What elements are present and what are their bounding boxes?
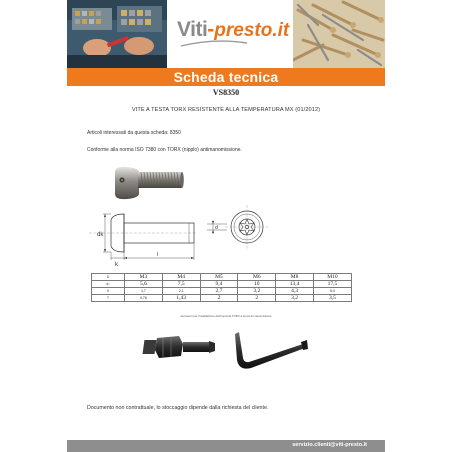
- product-code: VS8350: [212, 88, 240, 97]
- table-cell: M10: [313, 274, 351, 281]
- table-row: [92, 288, 352, 295]
- torx-bit-icon: [143, 336, 215, 358]
- footer-bar: [67, 440, 385, 452]
- table-cell: 5,4: [313, 288, 351, 295]
- logo-text-viti: Viti: [177, 18, 208, 41]
- table-row-label: T: [92, 295, 125, 302]
- tools-caption: Accessori per l'installazione dell'impronta TORX a prova di manomissione: [180, 314, 272, 318]
- table-cell: 1,7: [125, 288, 163, 295]
- table-cell: 10: [238, 281, 276, 288]
- logo-swoosh-icon: [179, 40, 249, 48]
- table-cell: 3,5: [313, 295, 351, 302]
- table-cell: 2,1: [162, 288, 200, 295]
- technical-sheet-page: [67, 0, 385, 452]
- table-cell: 2: [238, 295, 276, 302]
- logo-text-presto: presto.it: [214, 20, 290, 41]
- table-cell: 4,3: [276, 288, 314, 295]
- table-cell: 17,5: [313, 281, 351, 288]
- table-cell: 3,2: [238, 288, 276, 295]
- header: [67, 0, 385, 68]
- table-cell: 2: [200, 295, 238, 302]
- title-banner: [67, 68, 385, 86]
- table-row-label: K: [92, 288, 125, 295]
- logo-text-dash: -: [207, 18, 215, 41]
- table-cell: M3: [125, 274, 163, 281]
- product-description: VITE A TESTA TORX RESISTENTE ALLA TEMPERATURA MX (01/2012): [131, 107, 321, 113]
- footer-email-link[interactable]: servizio.clienti@viti-presto.it: [292, 442, 367, 448]
- screw-side-view: [89, 214, 197, 260]
- table-cell: 7,5: [162, 281, 200, 288]
- disclaimer-note: Documento non contrattuale, lo stoccaggio dipende dalla richiesta del cliente.: [87, 405, 269, 411]
- table-cell: M5: [200, 274, 238, 281]
- table-cell: M4: [162, 274, 200, 281]
- table-cell: 1,43: [162, 295, 200, 302]
- label-length: l: [157, 252, 159, 258]
- table-cell: 13,4: [276, 281, 314, 288]
- banner-title: Scheda tecnica: [173, 69, 279, 85]
- table-row: [92, 274, 352, 281]
- table-row-label: D: [92, 274, 125, 281]
- table-row: [92, 295, 352, 302]
- header-photo-screws: [293, 0, 385, 68]
- label-head-height: k: [115, 262, 118, 268]
- table-cell: 5,6: [125, 281, 163, 288]
- table-cell: 9,4: [200, 281, 238, 288]
- label-diameter: d: [215, 225, 218, 231]
- norm-text: Conforme alla norma ISO 7380 con TORX (nipplo) antimanomissione.: [87, 147, 242, 153]
- dimensions-table: [91, 273, 352, 302]
- table-row: [92, 281, 352, 288]
- table-cell: M6: [238, 274, 276, 281]
- header-photo-workshop: [67, 0, 167, 68]
- tools-image: [67, 322, 385, 382]
- table-cell: 3,2: [276, 295, 314, 302]
- screw-drawing: [67, 160, 385, 268]
- torx-key-icon: [235, 332, 308, 369]
- articles-text: Articoli interessati da questa scheda: 8350: [87, 130, 181, 136]
- label-head-diameter: dk: [97, 232, 104, 238]
- table-cell: M8: [276, 274, 314, 281]
- table-cell: 0,76: [125, 295, 163, 302]
- screw-photo: [115, 167, 184, 199]
- table-cell: 2,7: [200, 288, 238, 295]
- table-row-label: dₖ: [92, 281, 125, 288]
